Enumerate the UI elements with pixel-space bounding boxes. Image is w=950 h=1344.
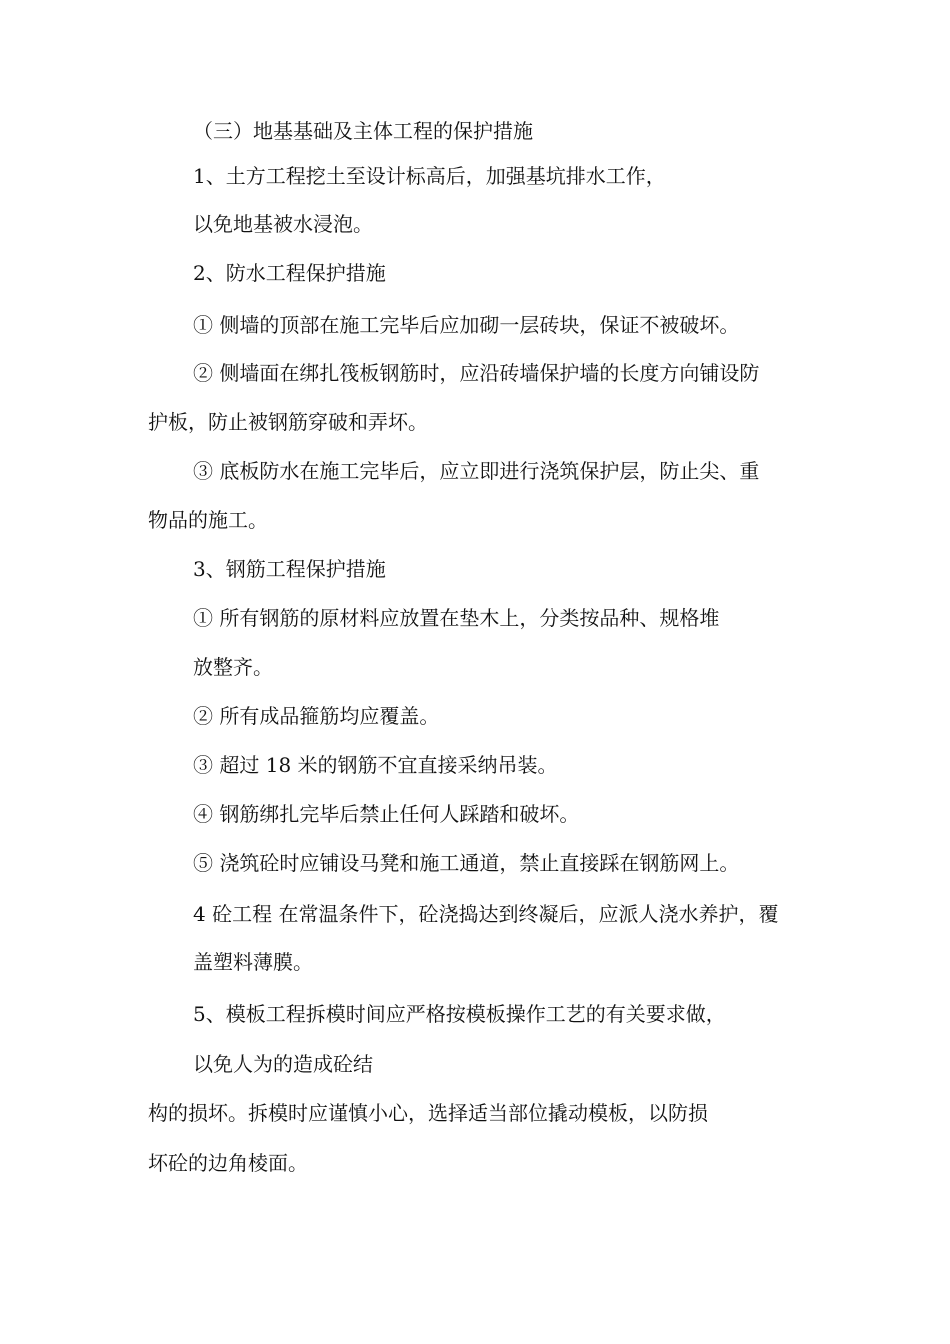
- item-5-line-1: 5、模板工程拆模时间应严格按模板操作工艺的有关要求做，: [193, 1002, 726, 1026]
- item-5-line-4: 坏砼的边角棱面。: [148, 1151, 308, 1175]
- item-2-sub-2-line-2: 护板，防止被钢筋穿破和弄坏。: [148, 410, 428, 434]
- item-1-line-2: 以免地基被水浸泡。: [193, 212, 373, 236]
- item-4-line-2: 盖塑料薄膜。: [193, 950, 313, 974]
- item-3-sub-4: ④ 钢筋绑扎完毕后禁止任何人踩踏和破坏。: [193, 802, 580, 826]
- item-3-heading: 3、钢筋工程保护措施: [193, 557, 386, 581]
- item-3-sub-5: ⑤ 浇筑砼时应铺设马凳和施工通道，禁止直接踩在钢筋网上。: [193, 851, 740, 875]
- item-4-line-1: 4 砼工程 在常温条件下，砼浇捣达到终凝后，应派人浇水养护，覆: [193, 902, 779, 926]
- item-3-sub-1-line-2: 放整齐。: [193, 655, 273, 679]
- item-2-sub-1: ① 侧墙的顶部在施工完毕后应加砌一层砖块，保证不被破坏。: [193, 313, 740, 337]
- item-3-sub-2: ② 所有成品箍筋均应覆盖。: [193, 704, 440, 728]
- section-heading: （三）地基基础及主体工程的保护措施: [193, 119, 533, 143]
- item-5-line-3: 构的损坏。拆模时应谨慎小心，选择适当部位撬动模板，以防损: [148, 1101, 708, 1125]
- item-3-sub-1-line-1: ① 所有钢筋的原材料应放置在垫木上，分类按品种、规格堆: [193, 606, 720, 630]
- item-5-line-2: 以免人为的造成砼结: [193, 1052, 373, 1076]
- item-1-line-1: 1、土方工程挖土至设计标高后，加强基坑排水工作，: [193, 164, 666, 188]
- item-2-heading: 2、防水工程保护措施: [193, 261, 386, 285]
- item-2-sub-3-line-1: ③ 底板防水在施工完毕后，应立即进行浇筑保护层，防止尖、重: [193, 459, 760, 483]
- item-3-sub-3: ③ 超过 18 米的钢筋不宜直接采纳吊装。: [193, 753, 558, 777]
- item-2-sub-3-line-2: 物品的施工。: [148, 508, 268, 532]
- item-2-sub-2-line-1: ② 侧墙面在绑扎筏板钢筋时，应沿砖墙保护墙的长度方向铺设防: [193, 361, 760, 385]
